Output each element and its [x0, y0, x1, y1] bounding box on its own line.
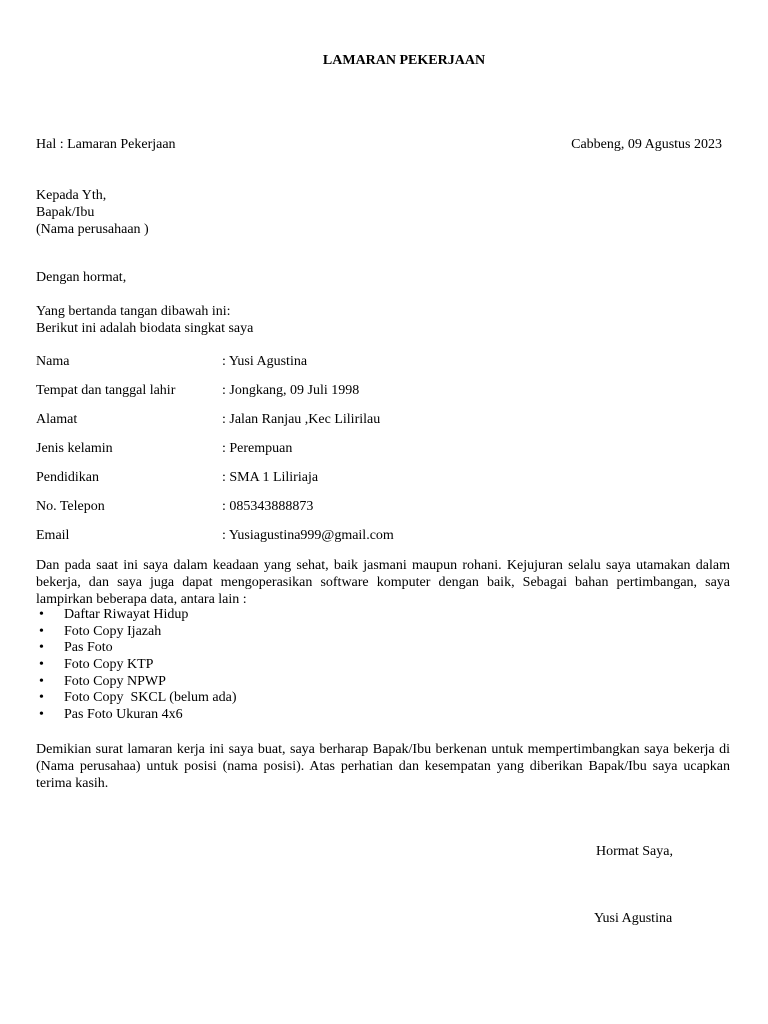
biodata-label: Tempat dan tanggal lahir	[36, 383, 176, 398]
list-item	[36, 706, 237, 723]
biodata-label: Nama	[36, 354, 70, 369]
place-date: Cabbeng, 09 Agustus 2023	[571, 137, 722, 152]
biodata-value: : 085343888873	[222, 499, 314, 514]
bullet-icon: •	[39, 673, 44, 689]
recipient-line: Bapak/Ibu	[36, 205, 95, 220]
body-paragraph: Dan pada saat ini saya dalam keadaan yang sehat, baik jasmani maupun rohani. Kejujuran selalu saya utamakan dalam bekerja, dan saya juga dapat mengoperasikan software komputer dengan baik, Sebagai bahan pertimbangan, saya lampirkan beberapa data, antara lain :	[36, 558, 730, 607]
biodata-value: : Yusi Agustina	[222, 354, 308, 369]
recipient-line: (Nama perusahaan )	[36, 222, 149, 237]
attachment-label: Foto Copy NPWP	[64, 673, 166, 689]
biodata-label: Pendidikan	[36, 470, 99, 485]
list-item	[36, 673, 237, 690]
list-item	[36, 689, 237, 706]
biodata-value: : Perempuan	[222, 441, 293, 456]
subject-line: Hal : Lamaran Pekerjaan	[36, 137, 176, 152]
bullet-icon: •	[39, 657, 44, 673]
biodata-label: Email	[36, 528, 70, 543]
attachment-label: Daftar Riwayat Hidup	[64, 607, 189, 622]
closing-paragraph: Demikian surat lamaran kerja ini saya buat, saya berharap Bapak/Ibu berkenan untuk mempertimbangkan saya bekerja di (Nama perusahaa) untuk posisi (nama posisi). Atas perhatian dan kesempatan yang diberikan Bapak/Ibu saya ucapkan terima kasih.	[36, 742, 730, 791]
bullet-icon: •	[39, 607, 44, 622]
attachment-list	[36, 606, 237, 723]
attachment-label: Foto Copy KTP	[64, 657, 154, 673]
biodata-label: Alamat	[36, 412, 78, 427]
intro-block	[36, 303, 253, 337]
list-item	[36, 606, 237, 623]
recipient-line: Kepada Yth,	[36, 188, 107, 203]
recipient-block	[36, 187, 149, 238]
biodata-label: No. Telepon	[36, 499, 105, 514]
biodata-value: : SMA 1 Liliriaja	[222, 470, 319, 485]
bullet-icon: •	[39, 707, 44, 723]
attachment-label: Foto Copy SKCL (belum ada)	[64, 690, 237, 706]
biodata-value: : Jalan Ranjau ,Kec Lilirilau	[222, 412, 381, 427]
biodata-value: : Jongkang, 09 Juli 1998	[222, 383, 360, 398]
list-item	[36, 623, 237, 640]
list-item	[36, 656, 237, 673]
intro-line: Yang bertanda tangan dibawah ini:	[36, 304, 231, 319]
attachment-label: Pas Foto	[64, 640, 113, 656]
biodata-value: : Yusiagustina999@gmail.com	[222, 528, 394, 543]
bullet-icon: •	[39, 623, 44, 639]
biodata-label: Jenis kelamin	[36, 441, 113, 456]
bullet-icon: •	[39, 640, 44, 656]
greeting: Dengan hormat,	[36, 270, 127, 285]
list-item	[36, 639, 237, 656]
attachment-label: Foto Copy Ijazah	[64, 623, 162, 639]
closing-salutation: Hormat Saya,	[596, 844, 673, 859]
intro-line: Berikut ini adalah biodata singkat saya	[36, 321, 254, 336]
bullet-icon: •	[39, 690, 44, 706]
letter-title: LAMARAN PEKERJAAN	[322, 53, 486, 68]
attachment-label: Pas Foto Ukuran 4x6	[64, 707, 183, 723]
signature-name: Yusi Agustina	[594, 911, 673, 926]
